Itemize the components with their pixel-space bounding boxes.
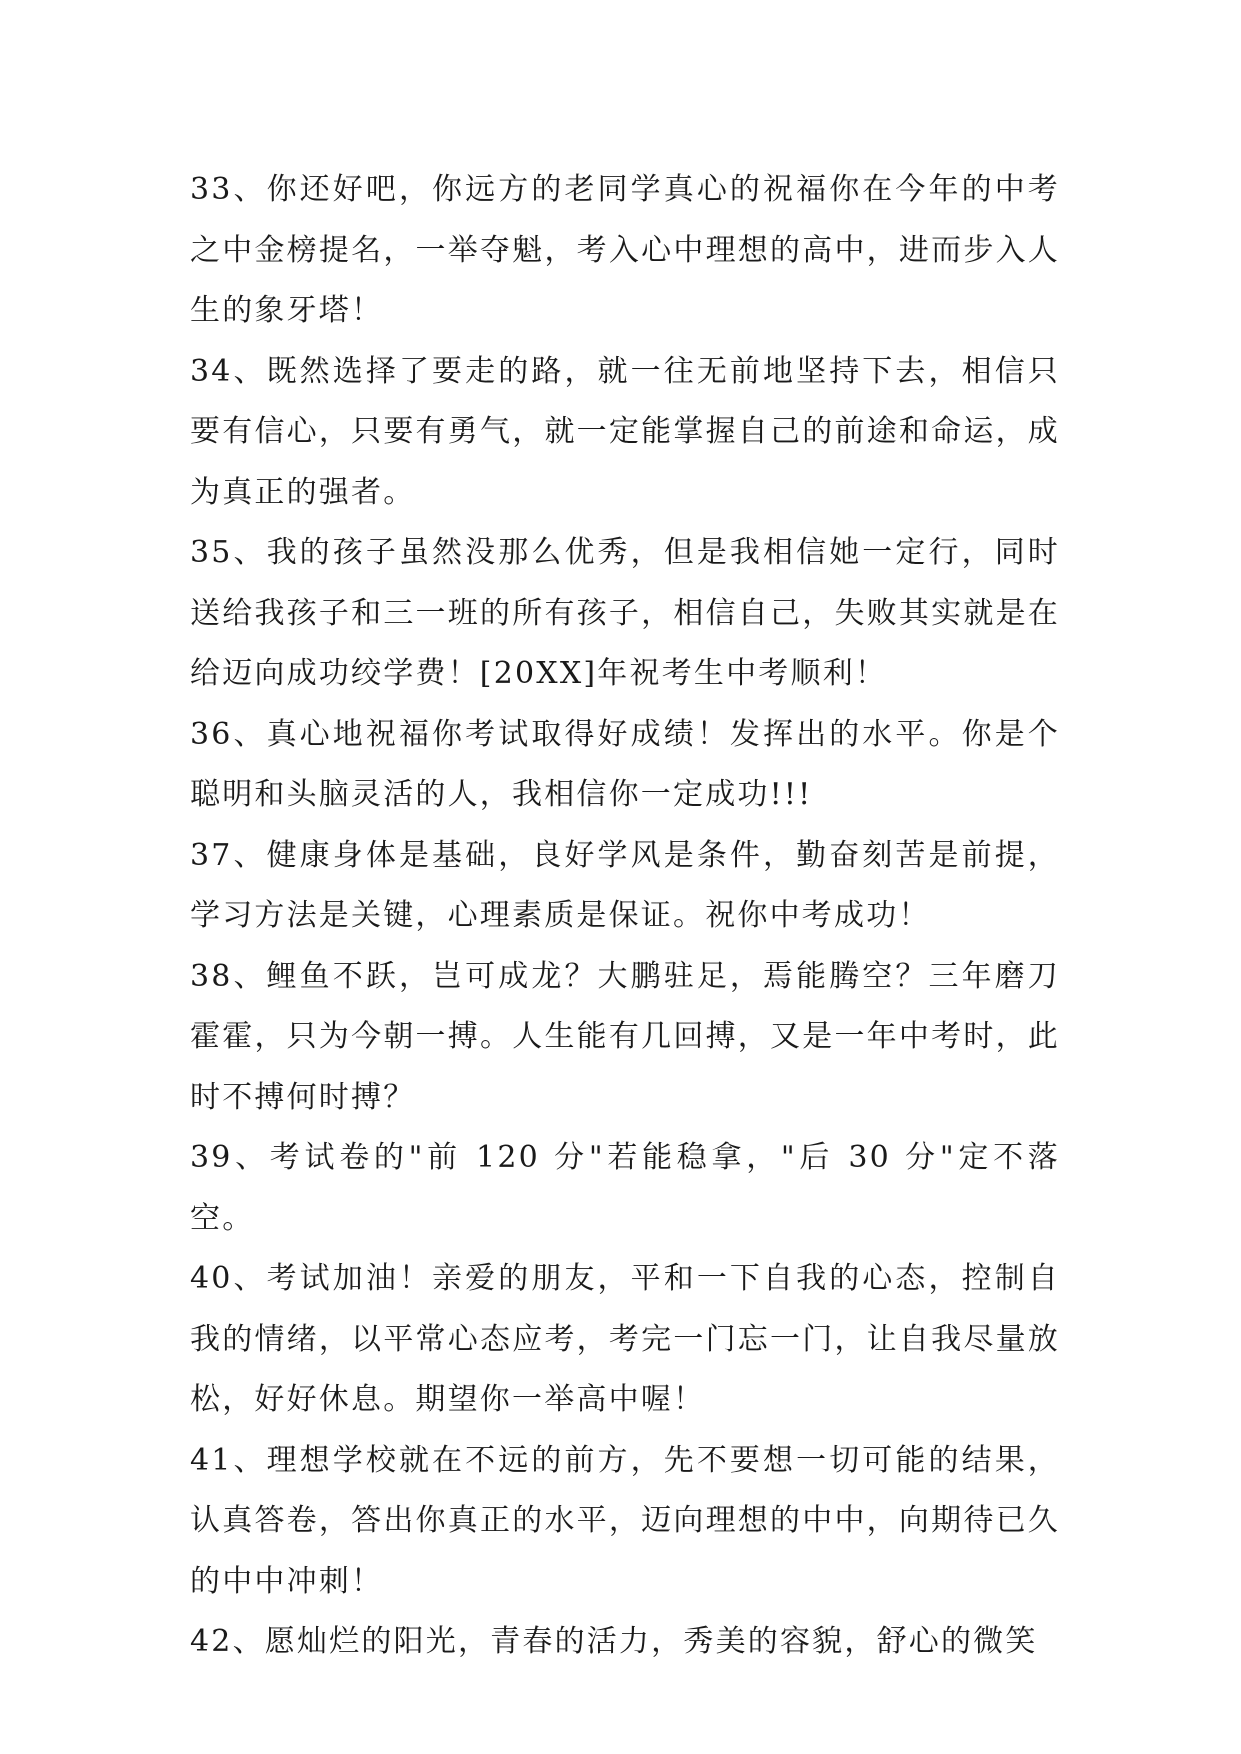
paragraph-37: 37、健康身体是基础，良好学风是条件，勤奋刻苦是前提，学习方法是关键，心理素质是保证。祝你中考成功！ xyxy=(190,837,1060,933)
document-page xyxy=(190,160,1060,1673)
paragraph-34: 34、既然选择了要走的路，就一往无前地坚持下去，相信只要有信心，只要有勇气，就一定能掌握自己的前途和命运，成为真正的强者。 xyxy=(190,353,1060,510)
paragraph-38: 38、鲤鱼不跃，岂可成龙？大鹏驻足，焉能腾空？三年磨刀霍霍，只为今朝一搏。人生能有几回搏，又是一年中考时，此时不搏何时搏？ xyxy=(190,958,1060,1115)
paragraph-33: 33、你还好吧，你远方的老同学真心的祝福你在今年的中考之中金榜提名，一举夺魁，考入心中理想的高中，进而步入人生的象牙塔！ xyxy=(190,172,1060,328)
paragraph-42: 42、愿灿烂的阳光，青春的活力，秀美的容貌，舒心的微笑 xyxy=(190,1624,1038,1659)
paragraph-40: 40、考试加油！亲爱的朋友，平和一下自我的心态，控制自我的情绪，以平常心态应考，考完一门忘一门，让自我尽量放松，好好休息。期望你一举高中喔！ xyxy=(190,1261,1060,1417)
paragraph-35: 35、我的孩子虽然没那么优秀，但是我相信她一定行，同时送给我孩子和三一班的所有孩子，相信自己，失败其实就是在给迈向成功绞学费！[20XX]年祝考生中考顺利！ xyxy=(190,535,1060,691)
paragraph-41: 41、理想学校就在不远的前方，先不要想一切可能的结果，认真答卷，答出你真正的水平，迈向理想的中中，向期待已久的中中冲刺！ xyxy=(190,1442,1060,1599)
paragraph-36: 36、真心地祝福你考试取得好成绩！发挥出的水平。你是个聪明和头脑灵活的人，我相信你一定成功!!! xyxy=(190,716,1060,812)
paragraph-39: 39、考试卷的"前 120 分"若能稳拿，"后 30 分"定不落空。 xyxy=(190,1140,1060,1236)
